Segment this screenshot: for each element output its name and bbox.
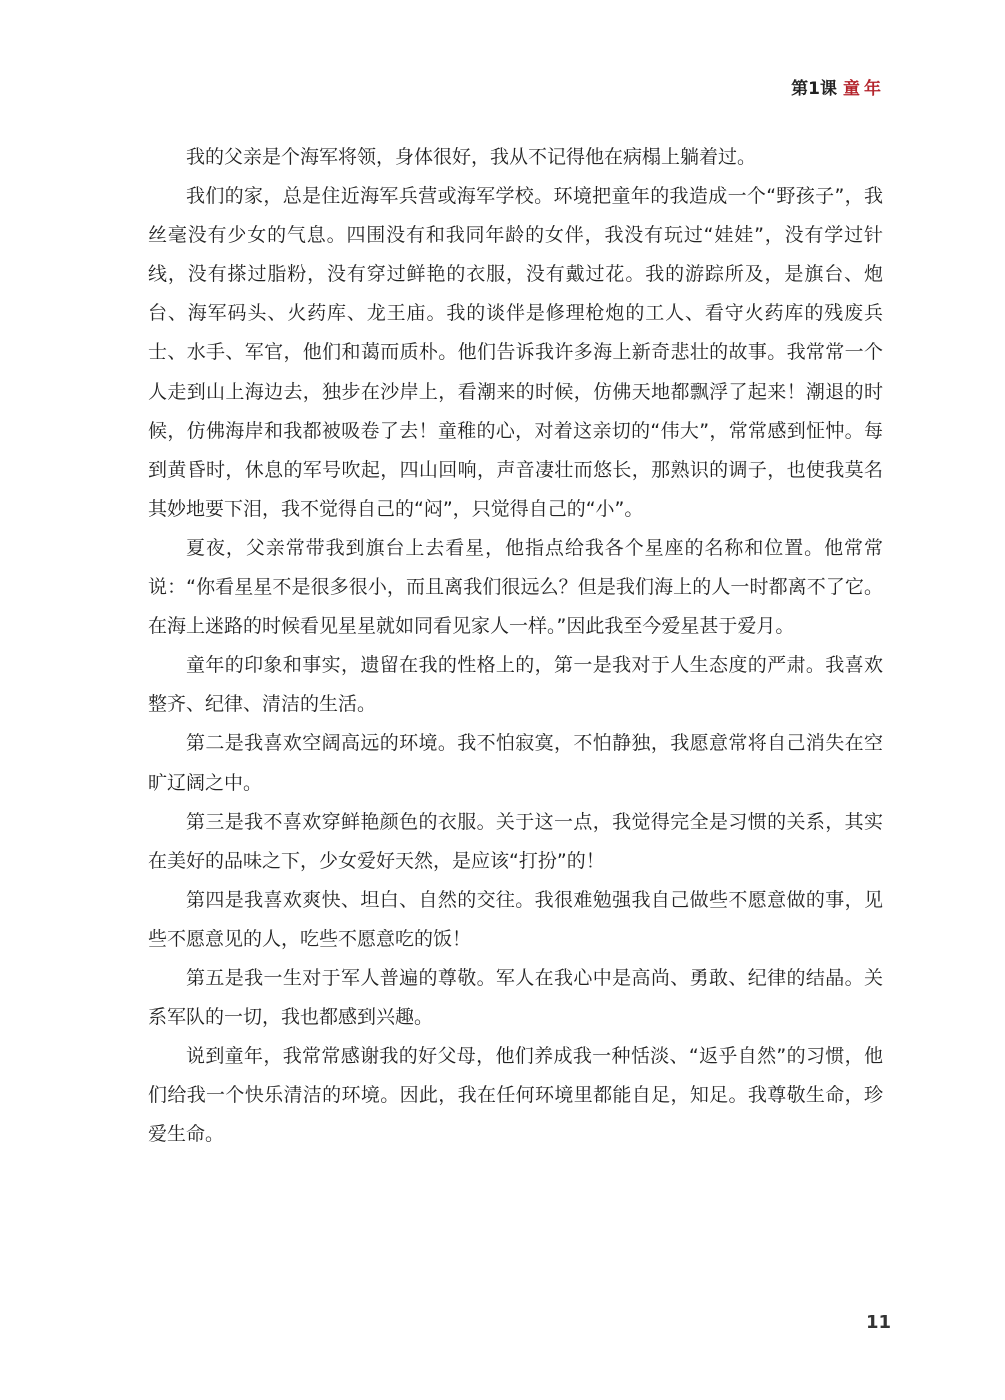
paragraph: 说到童年，我常常感谢我的好父母，他们养成我一种恬淡、“返乎自然”的习惯，他们给我一个快乐清洁的环境。因此，我在任何环境里都能自足，知足。我尊敬生命，珍爱生命。 (148, 1045, 883, 1146)
running-header (791, 74, 885, 99)
paragraph: 我们的家，总是住近海军兵营或海军学校。环境把童年的我造成一个“野孩子”，我丝毫没有少女的气息。四围没有和我同年龄的女伴，我没有玩过“娃娃”，没有学过针线，没有搽过脂粉，没有穿过鲜艳的衣服，没有戴过花。我的游踪所及，是旗台、炮台、海军码头、火药库、龙王庙。我的谈伴是修理枪炮的工人、看守火药库的残废兵士、水手、军官，他们和蔼而质朴。他们告诉我许多海上新奇悲壮的故事。我常常一个人走到山上海边去，独步在沙岸上，看潮来的时候，仿佛天地都飘浮了起来！潮退的时候，仿佛海岸和我都被吸卷了去！童稚的心，对着这亲切的“伟大”，常常感到怔忡。每到黄昏时，休息的军号吹起，四山回响，声音凄壮而悠长，那熟识的调子，也使我莫名其妙地要下泪，我不觉得自己的“闷”，只觉得自己的“小”。 (148, 185, 883, 520)
paragraph: 夏夜，父亲常带我到旗台上去看星，他指点给我各个星座的名称和位置。他常常说：“你看星星不是很多很小，而且离我们很远么？但是我们海上的人一时都离不了它。在海上迷路的时候看见星星就如同看见家人一样。”因此我至今爱星甚于爱月。 (148, 536, 883, 638)
paragraph: 我的父亲是个海军将领，身体很好，我从不记得他在病榻上躺着过。 (186, 146, 757, 168)
paragraph: 第三是我不喜欢穿鲜艳颜色的衣服。关于这一点，我觉得完全是习惯的关系，其实在美好的品味之下，少女爱好天然，是应该“打扮”的！ (148, 810, 883, 872)
paragraph: 第五是我一生对于军人普遍的尊敬。军人在我心中是高尚、勇敢、纪律的结晶。关系军队的一切，我也都感到兴趣。 (148, 966, 883, 1029)
lesson-number: 第1课 (791, 79, 837, 99)
paragraph: 童年的印象和事实，遗留在我的性格上的，第一是我对于人生态度的严肃。我喜欢整齐、纪律、清洁的生活。 (148, 654, 883, 716)
paragraph: 第四是我喜欢爽快、坦白、自然的交往。我很难勉强我自己做些不愿意做的事，见些不愿意见的人，吃些不愿意吃的饭！ (148, 888, 883, 950)
article-body (148, 138, 883, 1154)
lesson-title: 童年 (843, 79, 885, 99)
paragraph: 第二是我喜欢空阔高远的环境。我不怕寂寞，不怕静独，我愿意常将自己消失在空旷辽阔之中。 (148, 732, 883, 794)
page-number: 11 (865, 1312, 891, 1333)
